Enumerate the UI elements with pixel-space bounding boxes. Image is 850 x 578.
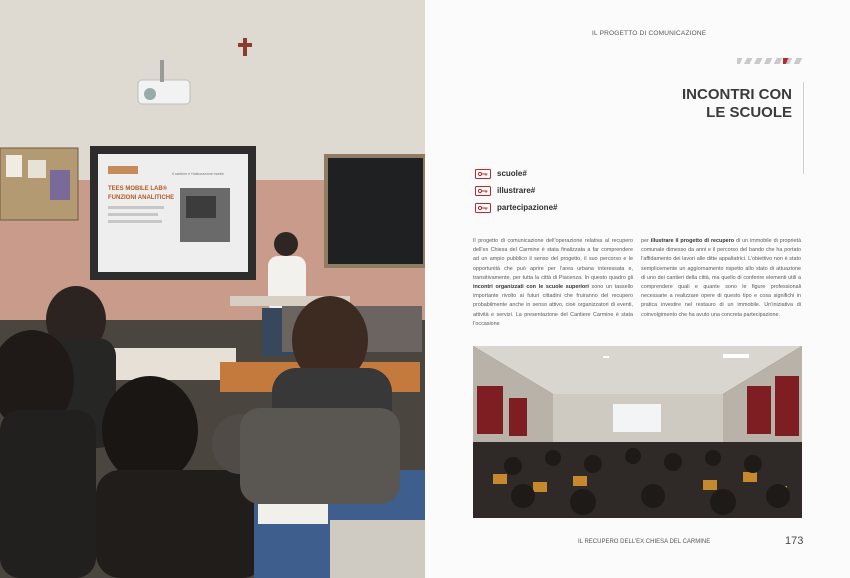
title-rule — [803, 82, 804, 174]
auditorium-scene — [473, 346, 802, 518]
slide-top-right: Il cantiere e l’elaborazione mobile — [172, 172, 224, 176]
page-title — [682, 86, 792, 122]
tag-item — [475, 182, 557, 199]
body-column-1 — [473, 237, 633, 329]
tag-list — [475, 165, 557, 216]
running-head: IL PROGETTO DI COMUNICAZIONE — [592, 30, 707, 37]
tag-label: scuole# — [497, 169, 527, 178]
decorative-stripes — [737, 58, 803, 64]
title-line-1: INCONTRI CON — [682, 86, 792, 103]
col2-text: per — [641, 238, 651, 244]
col2-bold: illustrare il progetto di recupero — [650, 238, 735, 244]
title-line-2: LE SCUOLE — [706, 104, 792, 121]
slide-heading-line2: FUNZIONI ANALITICHE — [108, 195, 175, 201]
tag-label: partecipazione# — [497, 203, 558, 212]
running-footer: IL RECUPERO DELL’EX CHIESA DEL CARMINE — [578, 539, 711, 545]
tag-label: illustrare# — [497, 186, 536, 195]
col1-text: Il progetto di comunicazione dell’operazione relativa al recupero dell’ex Chiesa del Carmine è stata finalizzata a far comprendere ad un ampio pubblico il senso del progetto, il suo percorso e le opportunità che può aprire per l’area urbana interessata e, transitivamente, per tutta la città di Piacenza. In questo quadro gli — [473, 238, 633, 281]
col2-text: di un immobile di proprietà comunale dimesso da anni e il percorso del bando che ha portato l’affidamento dei lavori alle ditte appaltatrici. L’obiettivo non è stato semplicemente un aggiornamento rispetto allo stato di attuazione di uno dei cantieri della città, ma quello di conferire elementi utili a comprendere quali e quante sono le figure professionali necessarie a realizzare opere di questo tipo e cosa significhi in pratica investire nel restauro di un immobile. Un’iniziativa di coinvolgimento che ha avuto una concreta partecipazione. — [641, 238, 801, 318]
col1-bold: incontri organizzati con le scuole superiori — [473, 284, 589, 291]
body-column-2 — [641, 237, 801, 320]
key-tag-icon — [475, 203, 491, 213]
page-number: 173 — [785, 535, 804, 547]
key-tag-icon — [475, 169, 491, 179]
right-page — [425, 0, 850, 578]
col1-text: sono un tassello importante rivolto ai futuri cittadini che fruiranno del recupero probabilmente anche in senso attivo, cioè organizzatori di eventi, attività e servizi. La presentazione del Cantiere Carmine è stata l’occasione — [473, 284, 633, 327]
tag-item — [475, 165, 557, 182]
key-tag-icon — [475, 186, 491, 196]
slide-heading-line1: TEES MOBILE LAB® — [108, 186, 168, 192]
auditorium-photo — [473, 346, 802, 518]
tag-item — [475, 199, 557, 216]
